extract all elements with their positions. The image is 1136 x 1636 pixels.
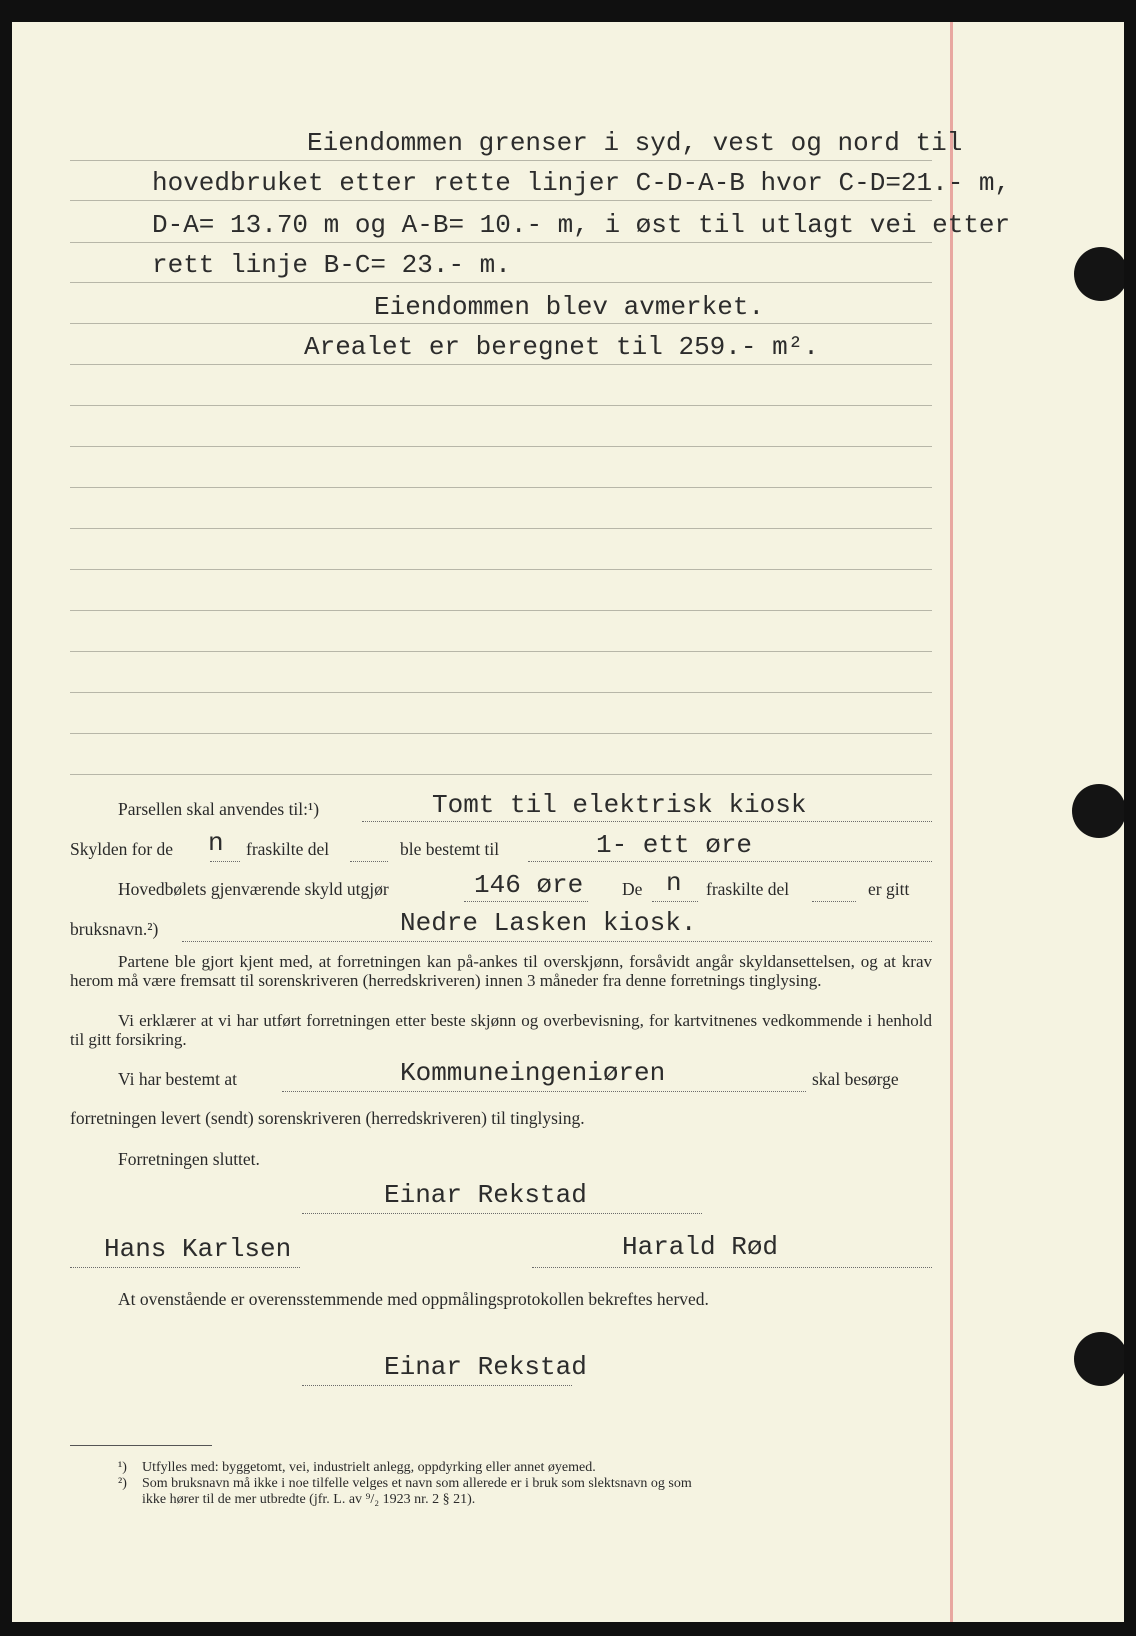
red-margin-line: [950, 22, 953, 1622]
paragraph-ankes: [70, 952, 932, 990]
punch-hole-bottom: [1074, 1332, 1124, 1386]
ruled-line: [70, 774, 932, 775]
sluttet-text: Forretningen sluttet.: [118, 1149, 260, 1169]
typed-line-4: rett linje B-C= 23.- m.: [152, 250, 511, 280]
signature-line: [302, 1212, 702, 1214]
ruled-line: [70, 364, 932, 365]
paragraph-ankes-text: Partene ble gjort kjent med, at forretningen kan på-ankes til overskjønn, forsåvidt angår skyldansettelsen, og at krav herom må være fremsatt til sorenskriveren (herredskriveren) innen 3 måneder fra denne forretnings tinglysing.: [70, 952, 932, 990]
paragraph-erklaerer-text: Vi erklærer at vi har utført forretningen etter beste skjønn og overbevisning, for kartvitnenes vedkommende i henhold til gitt forsikring.: [70, 1011, 932, 1049]
ruled-line: [70, 487, 932, 488]
ruled-line: [70, 733, 932, 734]
hoved-de: De: [622, 879, 643, 899]
punch-hole-middle: [1072, 784, 1124, 838]
signature-einar-rekstad: Einar Rekstad: [384, 1180, 587, 1210]
typed-line-2: hovedbruket etter rette linjer C-D-A-B hvor C-D=21.- m,: [152, 168, 1011, 198]
besorge-label: skal besørge: [812, 1069, 899, 1089]
fill-line: [464, 900, 588, 902]
bruksnavn-label: bruksnavn.²): [70, 919, 159, 939]
ruled-line: [70, 569, 932, 570]
footnote-2a: Som bruksnavn må ikke i noe tilfelle velges et navn som allerede er i bruk som slektsnavn og som: [142, 1476, 692, 1491]
fill-line: [282, 1090, 806, 1092]
ruled-line: [70, 610, 932, 611]
skylden-label-b: fraskilte del: [246, 839, 330, 859]
ruled-line: [70, 323, 932, 324]
signature-line: [302, 1384, 572, 1386]
ruled-line: [70, 200, 932, 201]
hoved-fill-n: n: [666, 868, 682, 898]
footnote-1: Utfylles med: byggetomt, vei, industrielt anlegg, oppdyrking eller annet øyemed.: [142, 1460, 596, 1475]
ruled-line: [70, 692, 932, 693]
footnote-2-mark: ²): [118, 1476, 127, 1491]
document-page: [12, 22, 1124, 1622]
paragraph-erklaerer: [70, 1011, 932, 1049]
footnote-rule: [70, 1445, 212, 1446]
fill-line: [812, 900, 856, 902]
fill-line: [350, 860, 388, 862]
skylden-label-a: Skylden for de: [70, 839, 174, 859]
ruled-line: [70, 528, 932, 529]
ruled-line: [70, 242, 932, 243]
signature-line: [70, 1266, 300, 1268]
ruled-line: [70, 446, 932, 447]
punch-hole-top: [1074, 247, 1124, 301]
fill-line: [528, 860, 932, 862]
hoved-fraskilte: fraskilte del: [706, 879, 790, 899]
fill-line: [182, 940, 932, 942]
ruled-line: [70, 405, 932, 406]
typed-line-6: Arealet er beregnet til 259.- m².: [304, 332, 819, 362]
signature-hans-karlsen: Hans Karlsen: [104, 1234, 292, 1264]
parsellen-value: Tomt til elektrisk kiosk: [432, 790, 807, 820]
signature-harald-rod: Harald Rød: [622, 1232, 779, 1262]
typed-line-5: Eiendommen blev avmerket.: [374, 292, 765, 322]
fill-line: [362, 820, 932, 822]
bekreftes-text: At ovenstående er overensstemmende med oppmålingsprotokollen bekreftes herved.: [118, 1289, 709, 1309]
signature-line: [532, 1266, 932, 1268]
levert-text: forretningen levert (sendt) sorenskriveren (herredskriveren) til tinglysing.: [70, 1108, 585, 1128]
skylden-label-c: ble bestemt til: [400, 839, 500, 859]
bestemt-label: Vi har bestemt at: [118, 1069, 237, 1089]
skylden-fill-n: n: [208, 828, 224, 858]
ruled-line: [70, 282, 932, 283]
parsellen-label: Parsellen skal anvendes til:¹): [118, 799, 320, 819]
fill-line: [652, 900, 698, 902]
typed-line-1: Eiendommen grenser i syd, vest og nord til: [307, 128, 963, 158]
ruled-line: [70, 651, 932, 652]
footnote-1-mark: ¹): [118, 1460, 127, 1475]
ruled-line: [70, 160, 932, 161]
bestemt-value: Kommuneingeniøren: [400, 1058, 666, 1088]
fill-line: [210, 860, 240, 862]
signature-einar-rekstad-2: Einar Rekstad: [384, 1352, 587, 1382]
hoved-er-gitt: er gitt: [868, 879, 910, 899]
typed-line-3: D-A= 13.70 m og A-B= 10.- m, i øst til utlagt vei etter: [152, 210, 1011, 240]
footnote-2b: ikke hører til de mer utbredte (jfr. L. av ⁹/₂ 1923 nr. 2 § 21).: [142, 1492, 476, 1507]
hoved-value: 146 øre: [474, 870, 584, 900]
bruksnavn-value: Nedre Lasken kiosk.: [400, 908, 697, 938]
hoved-label: Hovedbølets gjenværende skyld utgjør: [118, 879, 389, 899]
skylden-value: 1- ett øre: [596, 830, 753, 860]
